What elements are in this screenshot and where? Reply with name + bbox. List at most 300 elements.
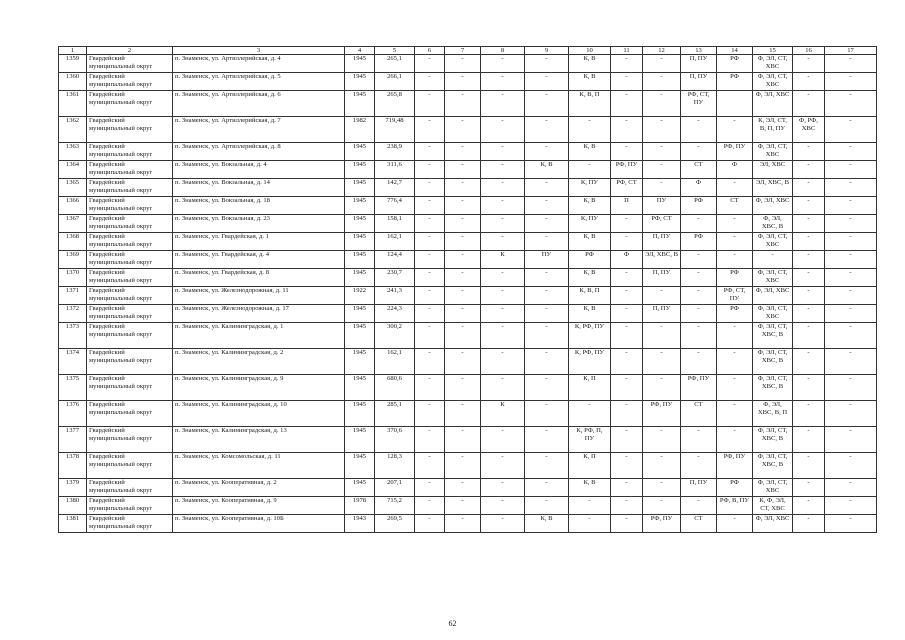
table-cell: 1945 [345, 91, 375, 117]
table-cell: - [611, 233, 643, 251]
table-cell: К, В, П [569, 287, 611, 305]
table-cell: - [569, 401, 611, 427]
table-cell: - [611, 73, 643, 91]
table-cell: 1945 [345, 305, 375, 323]
table-row [59, 479, 877, 497]
table-cell: РФ [717, 305, 753, 323]
table-cell: - [525, 497, 569, 515]
table-cell: СТ [681, 161, 717, 179]
data-table [58, 46, 877, 533]
table-cell: - [611, 375, 643, 401]
table-cell: - [481, 233, 525, 251]
table-row [59, 323, 877, 349]
table-cell: Гвардейский муниципальный округ [87, 215, 173, 233]
table-cell: Гвардейский муниципальный округ [87, 233, 173, 251]
table-cell: - [445, 117, 481, 143]
table-cell: - [415, 143, 445, 161]
table-cell: - [481, 215, 525, 233]
table-cell: СТ [681, 401, 717, 427]
column-number: 9 [525, 47, 569, 55]
table-cell: 230,7 [375, 269, 415, 287]
table-cell: - [445, 55, 481, 73]
table-cell: - [793, 375, 825, 401]
table-cell: - [793, 305, 825, 323]
table-cell: - [643, 497, 681, 515]
table-cell: РФ, ПУ [643, 515, 681, 533]
table-cell: К, В [569, 269, 611, 287]
table-cell: 1372 [59, 305, 87, 323]
table-cell: - [611, 349, 643, 375]
table-cell: 1363 [59, 143, 87, 161]
table-cell: - [793, 73, 825, 91]
table-cell: Ф, ЭЛ, ХВС [753, 197, 793, 215]
table-cell: К, П [569, 375, 611, 401]
table-cell: - [825, 197, 877, 215]
table-cell: - [643, 427, 681, 453]
table-cell: Гвардейский муниципальный округ [87, 117, 173, 143]
table-cell: 1945 [345, 251, 375, 269]
table-cell: - [681, 143, 717, 161]
table-cell: Гвардейский муниципальный округ [87, 479, 173, 497]
table-cell: - [481, 427, 525, 453]
table-cell: К, В [569, 233, 611, 251]
table-cell: ЭЛ, ХВС, В [753, 179, 793, 197]
table-cell: - [445, 287, 481, 305]
column-number: 1 [59, 47, 87, 55]
table-cell: Гвардейский муниципальный округ [87, 91, 173, 117]
table-cell: - [445, 479, 481, 497]
table-cell: РФ, ПУ [611, 161, 643, 179]
table-cell: 1945 [345, 427, 375, 453]
table-row [59, 197, 877, 215]
table-cell: - [681, 497, 717, 515]
table-cell: - [681, 269, 717, 287]
table-cell: Ф, ЭЛ, СТ, ХВС, В [753, 349, 793, 375]
table-cell: - [415, 323, 445, 349]
table-cell: - [643, 453, 681, 479]
table-cell: 162,1 [375, 349, 415, 375]
column-number: 10 [569, 47, 611, 55]
table-cell: - [445, 197, 481, 215]
table-cell: - [481, 143, 525, 161]
table-cell: п. Знаменск, ул. Гвардейская, д. 8 [173, 269, 345, 287]
table-body [59, 47, 877, 533]
table-cell: Гвардейский муниципальный округ [87, 161, 173, 179]
table-cell: - [525, 215, 569, 233]
table-cell: Гвардейский муниципальный округ [87, 323, 173, 349]
table-cell: - [753, 251, 793, 269]
table-row [59, 161, 877, 179]
table-cell: п. Знаменск, ул. Артиллерийская, д. 6 [173, 91, 345, 117]
table-cell: 719,48 [375, 117, 415, 143]
table-cell: - [825, 305, 877, 323]
table-cell: - [825, 73, 877, 91]
table-cell: - [793, 323, 825, 349]
column-number: 8 [481, 47, 525, 55]
table-cell: 1978 [345, 497, 375, 515]
table-cell: 265,1 [375, 55, 415, 73]
column-number: 3 [173, 47, 345, 55]
table-cell: - [481, 497, 525, 515]
table-cell: - [445, 233, 481, 251]
table-cell: - [681, 349, 717, 375]
table-cell: РФ, СТ [611, 179, 643, 197]
table-cell: 142,7 [375, 179, 415, 197]
table-cell: п. Знаменск, ул. Калининградская, д. 10 [173, 401, 345, 427]
table-cell: Гвардейский муниципальный округ [87, 497, 173, 515]
table-cell: - [793, 91, 825, 117]
table-cell: К, В [569, 479, 611, 497]
table-cell: РФ, СТ, ПУ [681, 91, 717, 117]
table-cell: - [569, 117, 611, 143]
table-cell: - [525, 179, 569, 197]
table-cell: - [793, 269, 825, 287]
column-number: 12 [643, 47, 681, 55]
table-cell: - [717, 179, 753, 197]
table-cell: - [445, 143, 481, 161]
table-cell: - [445, 427, 481, 453]
table-cell: К, РФ, ПУ [569, 323, 611, 349]
table-cell: - [793, 143, 825, 161]
table-cell [717, 91, 753, 117]
table-cell: - [825, 349, 877, 375]
table-cell: - [415, 215, 445, 233]
table-cell: 269,5 [375, 515, 415, 533]
table-cell: - [481, 117, 525, 143]
table-cell: П, ПУ [643, 305, 681, 323]
table-cell: 1359 [59, 55, 87, 73]
table-cell: - [525, 143, 569, 161]
table-cell: 1375 [59, 375, 87, 401]
table-cell: - [525, 453, 569, 479]
table-cell: п. Знаменск, ул. Вокзальная, д. 14 [173, 179, 345, 197]
table-cell: - [445, 497, 481, 515]
table-cell: - [415, 161, 445, 179]
table-cell: - [525, 427, 569, 453]
table-cell: - [569, 497, 611, 515]
table-cell: - [445, 453, 481, 479]
table-cell: Ф, ЭЛ, СТ, ХВС [753, 143, 793, 161]
table-cell: Гвардейский муниципальный округ [87, 375, 173, 401]
table-cell: П, ПУ [681, 55, 717, 73]
table-cell: - [611, 91, 643, 117]
table-cell: Гвардейский муниципальный округ [87, 55, 173, 73]
table-row [59, 73, 877, 91]
table-cell: 1922 [345, 287, 375, 305]
table-cell: 1945 [345, 233, 375, 251]
table-cell: - [481, 375, 525, 401]
table-cell: п. Знаменск, ул. Калининградская, д. 9 [173, 375, 345, 401]
table-cell: Ф, ЭЛ, СТ, ХВС, В [753, 427, 793, 453]
table-cell: - [481, 269, 525, 287]
column-number: 4 [345, 47, 375, 55]
table-cell: 370,6 [375, 427, 415, 453]
table-cell: СТ [717, 197, 753, 215]
table-cell: 1982 [345, 117, 375, 143]
table-cell: К, В [569, 143, 611, 161]
table-cell: п. Знаменск, ул. Железнодорожная, д. 11 [173, 287, 345, 305]
table-row [59, 91, 877, 117]
table-cell: - [825, 497, 877, 515]
table-cell: Ф, ЭЛ, СТ, ХВС, В [753, 453, 793, 479]
table-cell: К, ПУ [569, 179, 611, 197]
table-cell: - [793, 55, 825, 73]
table-cell: - [481, 323, 525, 349]
table-cell: 158,1 [375, 215, 415, 233]
table-cell: РФ [681, 233, 717, 251]
table-cell: - [415, 55, 445, 73]
table-cell: К, В, П [569, 91, 611, 117]
table-cell: 1376 [59, 401, 87, 427]
table-cell: Ф, ЭЛ, СТ, ХВС [753, 269, 793, 287]
table-cell: РФ [681, 197, 717, 215]
table-cell: - [681, 251, 717, 269]
table-cell: Ф, РФ, ХВС [793, 117, 825, 143]
table-cell: Ф, ЭЛ, ХВС, В, П [753, 401, 793, 427]
table-row [59, 179, 877, 197]
table-cell: - [445, 375, 481, 401]
table-row [59, 215, 877, 233]
table-cell: п. Знаменск, ул. Кооперативная, д. 10Б [173, 515, 345, 533]
table-cell: РФ [717, 73, 753, 91]
table-cell: - [415, 427, 445, 453]
table-cell: - [611, 117, 643, 143]
table-cell: - [793, 215, 825, 233]
table-cell: п. Знаменск, ул. Железнодорожная, д. 17 [173, 305, 345, 323]
table-cell: 1945 [345, 197, 375, 215]
table-cell: РФ, СТ [643, 215, 681, 233]
table-cell: 1366 [59, 197, 87, 215]
table-cell: - [415, 305, 445, 323]
table-cell: Гвардейский муниципальный округ [87, 143, 173, 161]
table-cell: Ф, ЭЛ, ХВС, В [753, 215, 793, 233]
table-cell: - [825, 117, 877, 143]
table-row [59, 453, 877, 479]
table-cell: СТ [681, 515, 717, 533]
table-cell: П, ПУ [643, 233, 681, 251]
table-cell: - [681, 427, 717, 453]
table-cell: 266,1 [375, 73, 415, 91]
table-cell: К, РФ, П, ПУ [569, 427, 611, 453]
table-row [59, 401, 877, 427]
table-cell: РФ, ПУ [717, 453, 753, 479]
column-number: 11 [611, 47, 643, 55]
table-cell: - [793, 401, 825, 427]
table-cell: - [825, 91, 877, 117]
table-cell: - [793, 287, 825, 305]
table-cell: - [445, 323, 481, 349]
table-cell: 1369 [59, 251, 87, 269]
table-cell: П, ПУ [643, 269, 681, 287]
table-cell: - [681, 453, 717, 479]
table-cell: - [825, 161, 877, 179]
table-cell: ПУ [643, 197, 681, 215]
table-cell: - [525, 323, 569, 349]
table-cell: Ф, ЭЛ, СТ, ХВС, В [753, 323, 793, 349]
table-cell: - [793, 453, 825, 479]
table-cell: Гвардейский муниципальный округ [87, 427, 173, 453]
table-cell: п. Знаменск, ул. Артиллерийская, д. 7 [173, 117, 345, 143]
table-cell: - [793, 497, 825, 515]
table-cell: 715,2 [375, 497, 415, 515]
table-cell: - [611, 143, 643, 161]
table-row [59, 515, 877, 533]
table-cell: 1945 [345, 401, 375, 427]
table-cell: - [643, 143, 681, 161]
table-cell: 1364 [59, 161, 87, 179]
table-cell: 1945 [345, 323, 375, 349]
table-cell: 1945 [345, 375, 375, 401]
table-cell: К, Ф, ЭЛ, СТ, ХВС [753, 497, 793, 515]
page-number: 62 [448, 619, 457, 628]
table-cell: - [611, 269, 643, 287]
table-cell: 1945 [345, 349, 375, 375]
table-cell: 207,1 [375, 479, 415, 497]
table-cell: п. Знаменск, ул. Калининградская, д. 1 [173, 323, 345, 349]
table-cell: - [825, 179, 877, 197]
table-cell: п. Знаменск, ул. Вокзальная, д. 18 [173, 197, 345, 215]
column-number: 7 [445, 47, 481, 55]
table-cell: 241,3 [375, 287, 415, 305]
table-cell: - [445, 251, 481, 269]
table-cell: - [415, 233, 445, 251]
table-cell: - [525, 233, 569, 251]
table-row [59, 305, 877, 323]
table-cell: РФ [717, 479, 753, 497]
table-cell: РФ, В, ПУ [717, 497, 753, 515]
table-cell: - [825, 55, 877, 73]
table-cell: - [681, 323, 717, 349]
table-cell: - [681, 117, 717, 143]
table-cell: - [415, 179, 445, 197]
table-cell: - [643, 479, 681, 497]
table-cell: 124,4 [375, 251, 415, 269]
table-cell: - [611, 323, 643, 349]
table-cell: К [481, 401, 525, 427]
table-cell: 1370 [59, 269, 87, 287]
table-cell: 311,6 [375, 161, 415, 179]
table-cell: Гвардейский муниципальный округ [87, 269, 173, 287]
table-cell: - [643, 375, 681, 401]
table-cell: Гвардейский муниципальный округ [87, 453, 173, 479]
table-cell: - [611, 515, 643, 533]
table-cell: - [611, 479, 643, 497]
table-cell: - [643, 323, 681, 349]
table-cell: 1380 [59, 497, 87, 515]
table-cell: - [717, 251, 753, 269]
table-cell: 238,9 [375, 143, 415, 161]
table-cell: РФ, ПУ [643, 401, 681, 427]
table-cell: - [415, 375, 445, 401]
table-cell: 1945 [345, 143, 375, 161]
table-cell: - [569, 515, 611, 533]
table-cell: Ф [717, 161, 753, 179]
table-cell: - [717, 215, 753, 233]
table-cell: - [415, 73, 445, 91]
table-cell: 1945 [345, 55, 375, 73]
table-cell: - [643, 55, 681, 73]
table-cell: - [481, 161, 525, 179]
table-cell: - [525, 117, 569, 143]
table-cell: - [825, 287, 877, 305]
table-cell: - [793, 251, 825, 269]
table-cell: 1945 [345, 453, 375, 479]
table-cell: 1381 [59, 515, 87, 533]
table-row [59, 143, 877, 161]
table-cell: - [525, 375, 569, 401]
table-cell: - [793, 161, 825, 179]
table-cell: РФ, ПУ [717, 143, 753, 161]
table-cell: ЭЛ, ХВС [753, 161, 793, 179]
table-cell: - [717, 349, 753, 375]
table-cell: 1945 [345, 215, 375, 233]
table-cell: - [643, 91, 681, 117]
table-cell: 1365 [59, 179, 87, 197]
table-cell: Ф, ЭЛ, СТ, ХВС [753, 305, 793, 323]
table-cell: 265,8 [375, 91, 415, 117]
table-row [59, 251, 877, 269]
table-cell: - [643, 179, 681, 197]
column-number: 6 [415, 47, 445, 55]
table-cell: - [415, 197, 445, 215]
table-cell: - [525, 197, 569, 215]
column-number: 13 [681, 47, 717, 55]
table-cell: - [415, 515, 445, 533]
table-cell: К, В [569, 197, 611, 215]
table-cell: - [793, 427, 825, 453]
table-cell: - [525, 91, 569, 117]
table-cell: П [611, 197, 643, 215]
table-cell: ЭЛ, ХВС, В [643, 251, 681, 269]
table-cell: К, В [525, 161, 569, 179]
table-cell: Ф, ЭЛ, СТ, ХВС [753, 233, 793, 251]
table-cell: - [415, 251, 445, 269]
table-cell: - [825, 479, 877, 497]
table-cell: Ф, ЭЛ, ХВС [753, 91, 793, 117]
column-number: 5 [375, 47, 415, 55]
table-cell: - [525, 479, 569, 497]
table-cell: 1371 [59, 287, 87, 305]
table-cell: - [445, 269, 481, 287]
table-cell: - [825, 143, 877, 161]
table-cell: Ф, ЭЛ, СТ, ХВС [753, 479, 793, 497]
table-cell: - [481, 55, 525, 73]
table-cell: - [445, 305, 481, 323]
table-cell: п. Знаменск, ул. Вокзальная, д. 4 [173, 161, 345, 179]
table-cell: Гвардейский муниципальный округ [87, 73, 173, 91]
table-cell: К, В [525, 515, 569, 533]
table-cell: Гвардейский муниципальный округ [87, 179, 173, 197]
table-cell: - [445, 91, 481, 117]
table-cell: Гвардейский муниципальный округ [87, 251, 173, 269]
table-row [59, 427, 877, 453]
table-cell: РФ [717, 269, 753, 287]
table-cell: - [481, 305, 525, 323]
table-cell: - [445, 161, 481, 179]
table-cell: - [481, 91, 525, 117]
table-cell: Ф, ЭЛ, СТ, ХВС [753, 55, 793, 73]
table-cell: Ф, ЭЛ, ХВС [753, 287, 793, 305]
table-cell: - [569, 161, 611, 179]
table-cell: П, ПУ [681, 479, 717, 497]
table-cell: 128,3 [375, 453, 415, 479]
table-cell: К, ПУ [569, 215, 611, 233]
table-cell: Гвардейский муниципальный округ [87, 401, 173, 427]
column-number: 17 [825, 47, 877, 55]
table-cell: - [825, 269, 877, 287]
column-number: 2 [87, 47, 173, 55]
column-number-row [59, 47, 877, 55]
